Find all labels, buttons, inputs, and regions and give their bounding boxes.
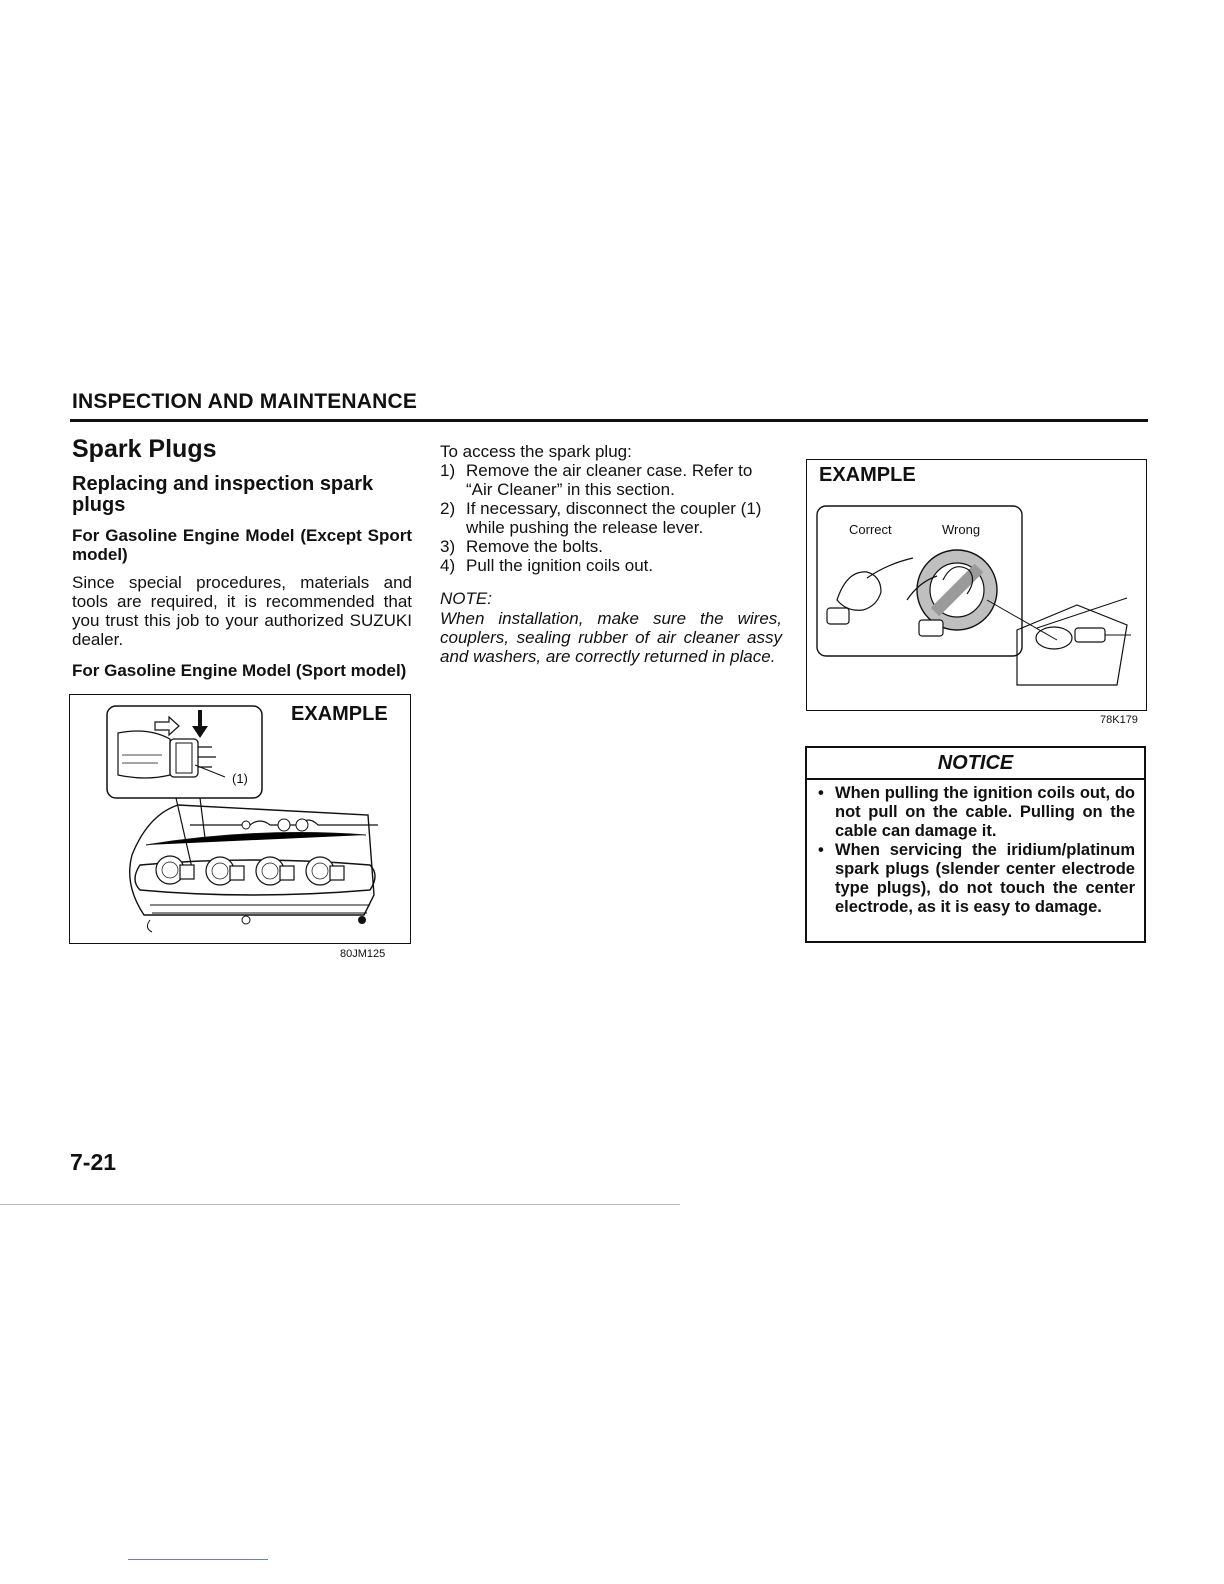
note-label: NOTE: — [440, 589, 492, 608]
step-item: 3) Remove the bolts. — [440, 537, 604, 556]
step-item: 1) Remove the air cleaner case. Refer to “Air Cleaner” in this section. — [440, 461, 753, 499]
page-title: Spark Plugs — [72, 435, 217, 463]
engine-coil-figure — [69, 694, 411, 944]
bullet-icon: • — [818, 841, 824, 859]
access-intro: To access the spark plug: — [440, 442, 632, 461]
correct-wrong-figure — [806, 459, 1147, 711]
steps-list — [440, 461, 782, 575]
left-column — [72, 434, 412, 689]
model-heading-except-sport: For Gasoline Engine Model (Except Sport model) — [72, 526, 412, 564]
scan-artifact-line — [128, 1559, 268, 1560]
correct-label: Correct — [849, 522, 892, 537]
notice-title: NOTICE — [807, 748, 1144, 780]
figure-example-label: EXAMPLE — [291, 703, 388, 725]
scan-artifact-line — [0, 1204, 680, 1205]
middle-column — [440, 442, 782, 666]
model-heading-sport: For Gasoline Engine Model (Sport model) — [72, 661, 407, 680]
note-text: When installation, make sure the wires, couplers, sealing rubber of air cleaner assy and washers, are correctly returned in place. — [440, 609, 782, 666]
engine-cover-illustration — [70, 695, 409, 942]
page-number: 7-21 — [70, 1149, 117, 1175]
figure-code-left: 80JM125 — [340, 948, 386, 960]
bullet-icon: • — [818, 784, 824, 802]
coil-handling-illustration — [807, 460, 1145, 709]
step-item: 2) If necessary, disconnect the coupler (1) while pushing the release lever. — [440, 499, 762, 537]
step-item: 4) Pull the ignition coils out. — [440, 556, 654, 575]
figure-code-right: 78K179 — [1100, 714, 1138, 726]
coupler-callout: (1) — [232, 771, 248, 786]
subsection-title: Replacing and inspection spark plugs — [72, 473, 374, 516]
section-header: INSPECTION AND MAINTENANCE — [72, 390, 418, 413]
wrong-label: Wrong — [942, 522, 981, 537]
figure-example-label: EXAMPLE — [819, 464, 916, 486]
notice-item: • When pulling the ignition coils out, do not pull on the cable. Pulling on the cable can damage it. — [818, 784, 1135, 840]
notice-list — [807, 784, 1144, 917]
notice-item: • When servicing the iridium/platinum spark plugs (slender center electrode type plugs), do not touch the center electrode, as it is easy to damage. — [818, 841, 1135, 916]
dealer-paragraph: Since special procedures, materials and tools are required, it is recommended that you trust this job to your authorized SUZUKI dealer. — [72, 573, 412, 649]
notice-box — [805, 746, 1146, 943]
header-rule — [70, 419, 1148, 422]
